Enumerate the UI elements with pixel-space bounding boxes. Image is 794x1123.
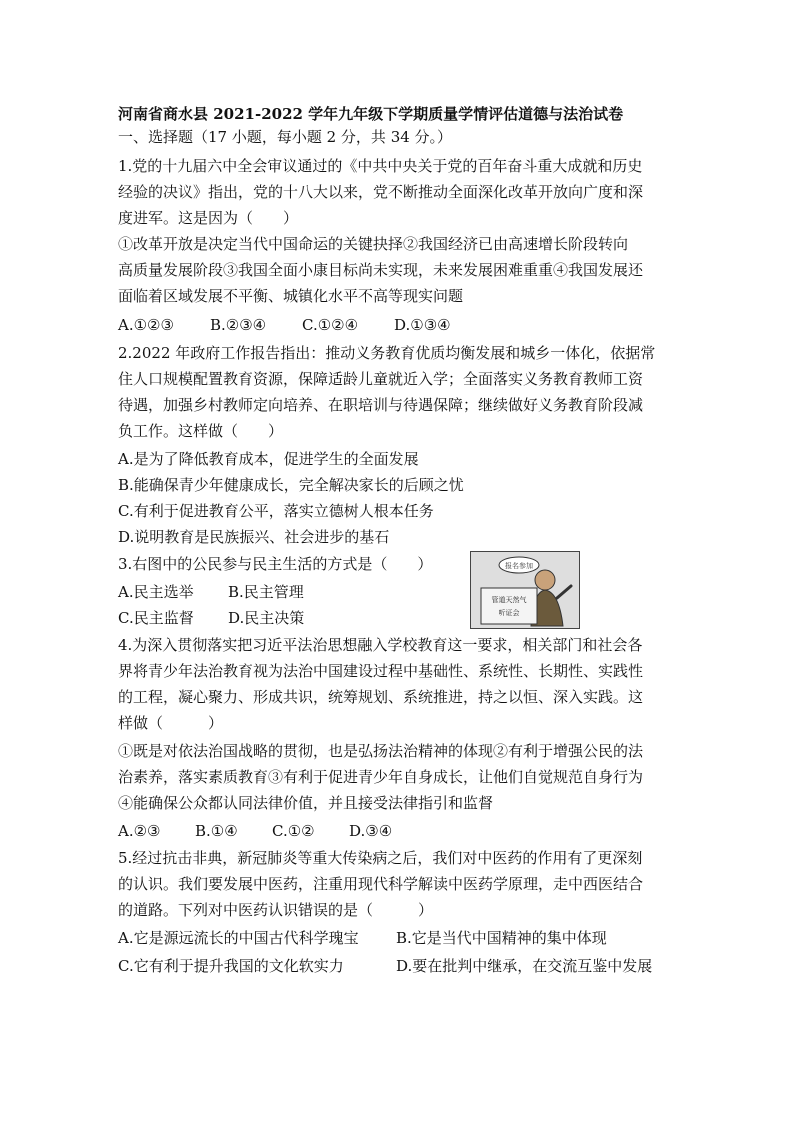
q4-line: 样做（ ） [118,714,224,732]
q1-option-b[interactable]: B.②③④ [210,316,267,334]
q2-option-c[interactable]: C.有利于促进教育公平，落实立德树人根本任务 [118,502,434,520]
q5-option-b[interactable]: B.它是当代中国精神的集中体现 [396,929,607,947]
q3-option-b[interactable]: B.民主管理 [228,583,304,601]
section-heading: 一、选择题（17 小题，每小题 2 分，共 34 分。） [118,128,453,146]
q4-option-c[interactable]: C.①② [272,822,315,840]
q5-option-c[interactable]: C.它有利于提升我国的文化软实力 [118,957,344,975]
q5-line: 5.经过抗击非典，新冠肺炎等重大传染病之后，我们对中医药的作用有了更深刻 [118,849,643,867]
q1-line: ①改革开放是决定当代中国命运的关键抉择②我国经济已由高速增长阶段转向 [118,235,629,253]
exam-title: 河南省商水县 2021-2022 学年九年级下学期质量学情评估道德与法治试卷 [118,105,624,123]
q1-line: 度进军。这是因为（ ） [118,209,299,227]
bubble-text: 报名参加 [505,562,533,570]
board-text-2: 听证会 [498,609,520,617]
q5-options-row2 [118,953,652,979]
q4-option-a[interactable]: A.②③ [118,822,161,840]
q1-options [118,312,451,338]
q1-line: 面临着区域发展不平衡、城镇化水平不高等现实问题 [118,287,464,305]
q1-line: 高质量发展阶段③我国全面小康目标尚未实现，未来发展困难重重④我国发展还 [118,261,644,279]
q3-options-row1 [118,579,304,605]
q5-option-a[interactable]: A.它是源远流长的中国古代科学瑰宝 [118,929,359,947]
cartoon-figure [470,551,580,629]
q5-option-d[interactable]: D.要在批判中继承，在交流互鉴中发展 [396,957,653,975]
q3-option-d[interactable]: D.民主决策 [228,609,305,627]
q4-option-d[interactable]: D.③④ [349,822,393,840]
q2-line: 2.2022 年政府工作报告指出：推动义务教育优质均衡发展和城乡一体化，依据常 [118,344,656,362]
board-text-1: 管道天然气 [491,596,527,604]
q4-line: ④能确保公众都认同法律价值，并且接受法律指引和监督 [118,794,494,812]
q5-line: 的认识。我们要发展中医药，注重用现代科学解读中医药学原理，走中西医结合 [118,875,644,893]
q1-line: 1.党的十九届六中全会审议通过的《中共中央关于党的百年奋斗重大成就和历史 [118,157,643,175]
q4-line: 界将青少年法治教育视为法治中国建设过程中基础性、系统性、长期性、实践性 [118,662,644,680]
q4-options [118,818,392,844]
q3-option-c[interactable]: C.民主监督 [118,609,194,627]
q2-line: 负工作。这样做（ ） [118,422,284,440]
q3-stem: 3.右图中的公民参与民主生活的方式是（ ） [118,555,433,573]
q4-line: 治素养，落实素质教育③有利于促进青少年自身成长，让他们自觉规范自身行为 [118,768,644,786]
q5-line: 的道路。下列对中医药认识错误的是（ ） [118,901,434,919]
q2-line: 待遇，加强乡村教师定向培养、在职培训与待遇保障；继续做好义务教育阶段减 [118,396,644,414]
q3-option-a[interactable]: A.民主选举 [118,583,194,601]
q3-options-row2 [118,605,304,631]
q2-option-b[interactable]: B.能确保青少年健康成长，完全解决家长的后顾之忧 [118,476,464,494]
q1-option-c[interactable]: C.①②④ [302,316,359,334]
q4-line: 4.为深入贯彻落实把习近平法治思想融入学校教育这一要求，相关部门和社会各 [118,636,643,654]
q4-line: 的工程，凝心聚力、形成共识，统筹规划、系统推进，持之以恒、深入实践。这 [118,688,644,706]
q1-option-d[interactable]: D.①③④ [394,316,451,334]
q2-option-a[interactable]: A.是为了降低教育成本，促进学生的全面发展 [118,450,419,468]
q2-line: 住人口规模配置教育资源，保障适龄儿童就近入学；全面落实义务教育教师工资 [118,370,644,388]
q4-option-b[interactable]: B.①④ [195,822,238,840]
q5-options-row1 [118,925,607,951]
hearing-cartoon-illustration [471,552,579,628]
q1-line: 经验的决议》指出，党的十八大以来，党不断推动全面深化改革开放向广度和深 [118,183,644,201]
q1-option-a[interactable]: A.①②③ [118,316,174,334]
q2-option-d[interactable]: D.说明教育是民族振兴、社会进步的基石 [118,528,390,546]
q4-line: ①既是对依法治国战略的贯彻，也是弘扬法治精神的体现②有利于增强公民的法 [118,742,644,760]
